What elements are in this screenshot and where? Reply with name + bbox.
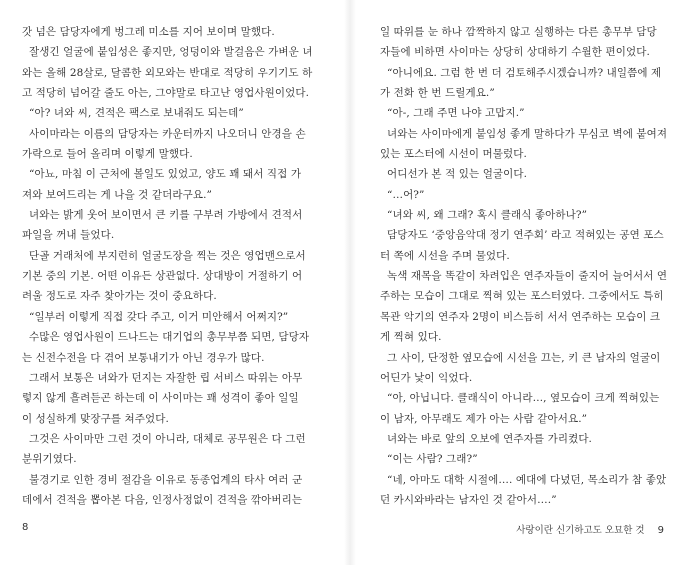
text-line: 고 적당히 넘어갈 줄도 아는, 그야말로 타고난 영업사원이었다. bbox=[22, 87, 310, 100]
text-line: 가락으로 들어 올리며 이렇게 말했다. bbox=[22, 148, 193, 161]
text-line: 어디선가 본 적 있는 얼굴이다. bbox=[387, 168, 528, 181]
text-line: 그래서 보통은 녀와가 던지는 자잘한 립 서비스 따위는 아무 bbox=[29, 371, 303, 384]
text-line: 그 사이, 단정한 옆모습에 시선을 끄는, 키 큰 남자의 얼굴이 bbox=[387, 351, 661, 364]
text-line: 잘생긴 얼굴에 붙임성은 좋지만, 엉덩이와 발걸음은 가벼운 녀 bbox=[29, 46, 313, 59]
text-line: 게 찍혀 있다. bbox=[380, 331, 442, 344]
text-line: “…어?” bbox=[387, 188, 425, 201]
text-line: 파일을 꺼내 들었다. bbox=[22, 229, 115, 242]
text-line: 가 전화 한 번 드릴게요.” bbox=[380, 87, 495, 100]
text-line: 녀와는 사이마에게 붙임성 좋게 말하다가 무심코 벽에 붙여져 bbox=[387, 127, 668, 140]
text-line: 이 성실하게 맞장구를 쳐주었다. bbox=[22, 412, 169, 425]
text-line: 와는 올해 28살로, 달콤한 외모와는 반대로 적당히 우기기도 하 bbox=[22, 66, 313, 79]
text-line: “네, 아마도 대학 시절에…. 예대에 다녔던, 목소리가 참 좋았 bbox=[387, 473, 667, 486]
right-page-body bbox=[380, 22, 680, 510]
right-page-footer bbox=[516, 522, 664, 536]
text-line: 불경기로 인한 경비 절감을 이유로 동종업계의 타사 여러 군 bbox=[29, 473, 303, 486]
text-line: “녀와 씨, 왜 그래? 혹시 클래식 좋아하나?” bbox=[387, 209, 588, 222]
text-line: 기본 중의 기본. 어떤 이유든 상관없다. 상대방이 거절하기 어 bbox=[22, 270, 303, 283]
text-line: 목관 악기의 연주자 2명이 비스듬히 서서 연주하는 모습이 크 bbox=[380, 310, 661, 323]
text-line: 사이마라는 이름의 담당자는 카운터까지 나오더니 안경을 손 bbox=[29, 127, 306, 140]
text-line: 단골 거래처에 부지런히 얼굴도장을 찍는 것은 영업맨으로서 bbox=[29, 249, 306, 262]
text-line: 있는 포스터에 시선이 머물렀다. bbox=[380, 148, 527, 161]
text-line: 는 신전수전을 다 겪어 보통내기가 아닌 경우가 많다. bbox=[22, 351, 265, 364]
text-line: 일 따위를 눈 하나 깜짝하지 않고 실행하는 다른 총무부 담당 bbox=[380, 26, 657, 38]
text-line: 녹색 재목을 똑같이 차려입은 연주자들이 줄지어 늘어서서 연 bbox=[387, 270, 668, 283]
text-line: 던 카시와바라는 남자인 것 같아서….” bbox=[380, 493, 557, 506]
text-line: 져와 보여드리는 게 나을 것 같더라구요.” bbox=[22, 188, 212, 201]
text-line: 담당자도 ‘중앙음악대 정기 연주회’ 라고 적혀있는 공연 포스 bbox=[387, 229, 664, 242]
left-page-body bbox=[22, 22, 322, 510]
running-title: 사랑이란 신기하고도 오묘한 것 bbox=[516, 525, 645, 536]
text-line: 녀와는 바로 앞의 오보에 연주자를 가리켰다. bbox=[387, 432, 592, 445]
text-line: 주하는 모습이 그대로 찍혀 있는 포스터였다. 그중에서도 특히 bbox=[380, 290, 664, 303]
text-line: 수많은 영업사원이 드나드는 대기업의 총무부쯤 되면, 담당자 bbox=[29, 331, 310, 344]
text-line: 렇지 않게 흘려듣곤 하는데 이 사이마는 꽤 성격이 좋아 일일 bbox=[22, 392, 299, 405]
right-page bbox=[350, 0, 700, 565]
text-line: 갓 넘은 담당자에게 벙그레 미소를 지어 보이며 말했다. bbox=[22, 26, 275, 38]
text-line: 려울 정도로 자주 찾아가는 것이 중요하다. bbox=[22, 290, 217, 303]
right-page-number: 9 bbox=[657, 525, 664, 536]
text-line: “아-, 그래 주면 나야 고맙지.” bbox=[387, 107, 525, 120]
text-line: 이 남자, 아무래도 제가 아는 사람 같아서요.” bbox=[380, 412, 588, 425]
text-line: “아? 녀와 씨, 견적은 팩스로 보내줘도 되는데” bbox=[29, 107, 244, 120]
left-page-number: 8 bbox=[22, 522, 29, 533]
text-line: 분위기였다. bbox=[22, 453, 77, 466]
text-line: 데에서 견적을 뽑아본 다음, 인정사정없이 견적을 깎아버리는 bbox=[22, 493, 303, 506]
text-line: 터 쪽에 시선을 주며 물었다. bbox=[380, 249, 510, 262]
text-line: 그것은 사이마만 그런 것이 아니라, 대체로 공무원은 다 그런 bbox=[29, 432, 306, 445]
text-line: “이는 사람? 그래?” bbox=[387, 453, 478, 466]
text-line: “일부러 이렇게 직접 갖다 주고, 이거 미안해서 어쩌지?” bbox=[29, 310, 289, 323]
text-line: “아, 아닙니다. 클래식이 아니라…, 옆모습이 크게 찍혀있는 bbox=[387, 392, 660, 405]
text-line: 녀와는 밝게 웃어 보이면서 큰 키를 구부려 가방에서 견적서 bbox=[29, 209, 303, 222]
text-line: “아니에요. 그럼 한 번 더 검토해주시겠습니까? 내일쯤에 제 bbox=[387, 66, 662, 79]
text-line: “아뇨, 마침 이 근처에 볼일도 있었고, 양도 꽤 돼서 직접 가 bbox=[29, 168, 302, 181]
text-line: 어딘가 낯이 익었다. bbox=[380, 371, 473, 384]
text-line: 자들에 비하면 사이마는 상당히 상대하기 수월한 편이었다. bbox=[380, 46, 650, 59]
